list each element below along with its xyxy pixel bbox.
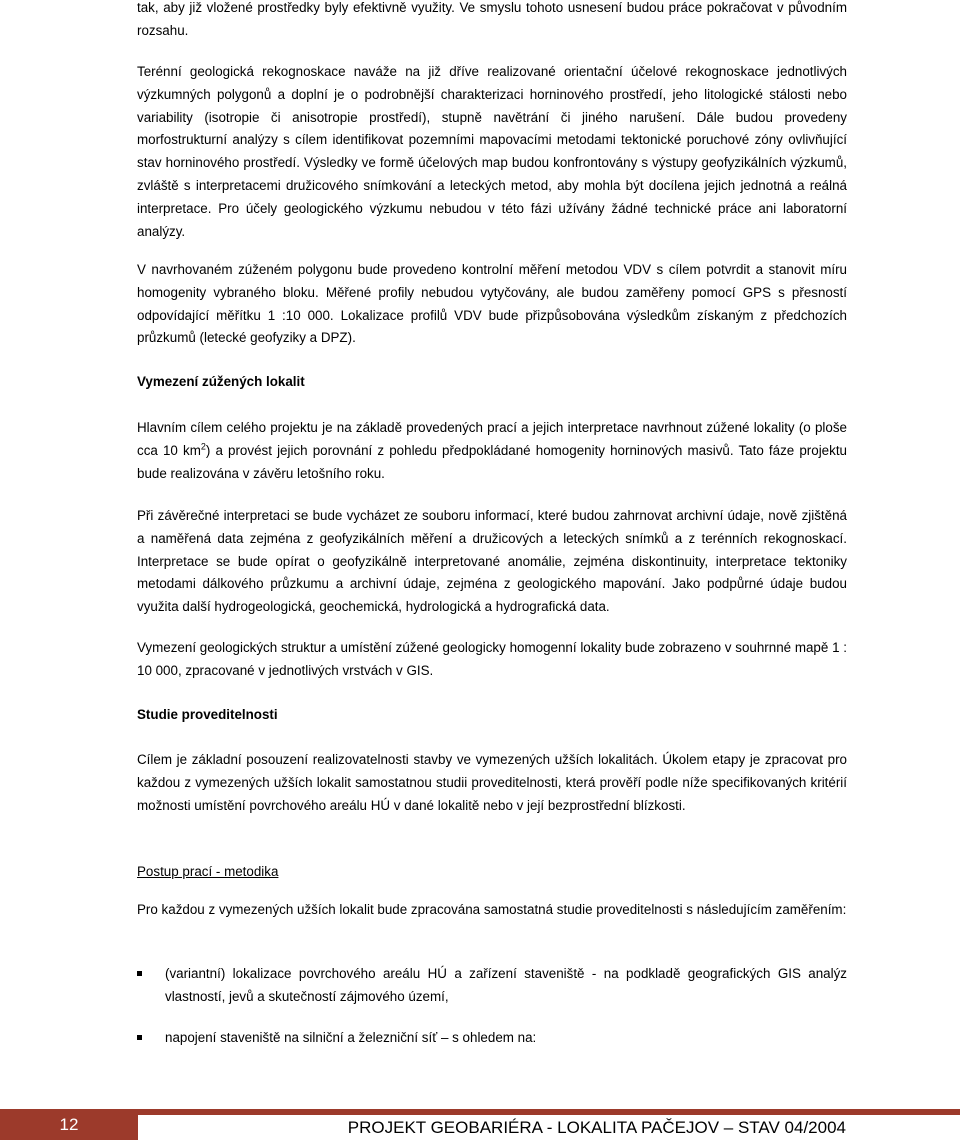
paragraph-field-reconnaissance: Terénní geologická rekognoskace naváže na již dříve realizované orientační účelové rekognoskace jednotlivých výzkumných polygonů a doplní je o podrobnější charakterizaci horninového prostředí, jeho litologické stálosti nebo variability (isotropie či anisotropie prostředí), stupně navětrání či jiného narušení. Dále budou provedeny morfostrukturní analýzy s cílem identifikovat pozemními mapovacími metodami tektonické poruchové zóny ovlivňující stav horninového prostředí. Výsledky ve formě účelových map budou konfrontovány s výstupy geofyzikálních výzkumů, zvláště s interpretacemi družicového snímkování a leteckých metod, aby mohla být docílena jejich jednotná a reálná interpretace. Pro účely geologického výzkumu nebudou v této fázi užívány žádné technické práce ani laboratorní analýzy.: [137, 64, 847, 239]
paragraph-main-goal-part1: Hlavním cílem celého projektu je na základě provedených prací a jejich interpretace navrhnout zúžené lokality (o ploše cca 10 km: [137, 420, 847, 458]
paragraph-gis-map: Vymezení geologických struktur a umístění zúžené geologicky homogenní lokality bude zobrazeno v souhrnné mapě 1 : 10 000, zpracované v jednotlivých vrstvách v GIS.: [137, 640, 847, 678]
paragraph-main-goal-part2: ) a provést jejich porovnání z pohledu předpokládané homogenity horninových masivů. Tato fáze projektu bude realizována v závěru letošního roku.: [137, 442, 847, 481]
list-item: [137, 1027, 847, 1050]
list-item-text: napojení staveniště na silniční a železniční síť – s ohledem na:: [165, 1030, 537, 1045]
heading-narrowed-localities: Vymezení zúžených lokalit: [137, 374, 305, 389]
continuation-paragraph: tak, aby již vložené prostředky byly efektivně využity. Ve smyslu tohoto usnesení budou práce pokračovat v původním rozsahu.: [137, 0, 847, 38]
list-item: [137, 963, 847, 1009]
footer-title: PROJEKT GEOBARIÉRA - LOKALITA PAČEJOV – STAV 04/2004: [347, 1118, 846, 1137]
paragraph-vdv-measurement: V navrhovaném zúženém polygonu bude provedeno kontrolní měření metodou VDV s cílem potvrdit a stanovit míru homogenity vybraného bloku. Měřené profily nebudou vytyčovány, ale budou zaměřeny pomocí GPS s přesností odpovídající měřítku 1 :10 000. Lokalizace profilů VDV bude přizpůsobována výsledkům získaným z předchozích průzkumů (letecké geofyziky a DPZ).: [137, 262, 847, 346]
superscript-2: 2: [200, 441, 206, 452]
list-item-text: (variantní) lokalizace povrchového areálu HÚ a zařízení staveniště - na podkladě geografických GIS analýz vlastností, jevů a skutečností zájmového území,: [165, 966, 847, 1004]
bullet-icon: [137, 971, 142, 976]
paragraph-final-interpretation: Při závěrečné interpretaci se bude vycházet ze souboru informací, které budou zahrnovat archivní údaje, nově zjištěná a naměřená data zejména z geofyzikálních měření a družicových a leteckých snímků a z terénních rekognoskací. Interpretace se bude opírat o geofyzikálně interpretované anomálie, zejména diskontinuity, interpretace tektoniky metodami dálkového průzkumu a archivní údaje, zejména z geologického mapování. Jako podpůrné údaje budou využita další hydrogeologická, geochemická, hydrologická a hydrografická data.: [137, 508, 847, 615]
bullet-icon: [137, 1035, 142, 1040]
paragraph-study-focus: Pro každou z vymezených užších lokalit bude zpracována samostatná studie proveditelnosti s následujícím zaměřením:: [137, 902, 847, 917]
footer-accent-bar: [138, 1109, 960, 1115]
heading-feasibility-study: Studie proveditelnosti: [137, 707, 278, 722]
paragraph-feasibility-goal: Cílem je základní posouzení realizovatelnosti stavby ve vymezených užších lokalitách. Úkolem etapy je zpracovat pro každou z vymezených užších lokalit samostatnou studii proveditelnosti, která prověří podle níže specifikovaných kritérií možnosti umístění povrchového areálu HÚ v dané lokalitě nebo v její bezprostřední blízkosti.: [137, 752, 847, 813]
page-number: 12: [0, 1109, 138, 1140]
heading-work-procedure: Postup prací - metodika: [137, 864, 279, 879]
paragraph-main-goal: [137, 417, 847, 485]
page-footer: [0, 1109, 960, 1140]
